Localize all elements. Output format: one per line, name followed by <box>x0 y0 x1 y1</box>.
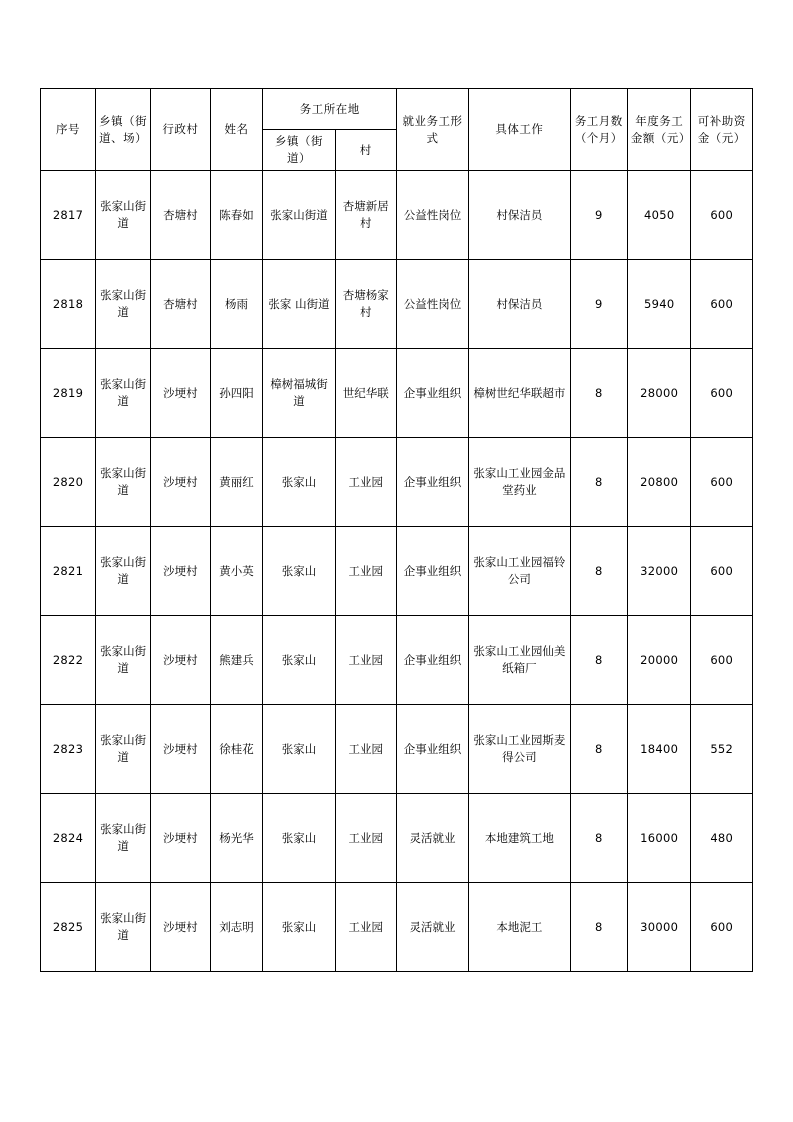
cell-employment-type: 企事业组织 <box>396 527 468 616</box>
cell-village: 沙埂村 <box>151 438 210 527</box>
cell-job-detail: 张家山工业园仙美纸箱厂 <box>469 616 571 705</box>
cell-months: 8 <box>570 794 627 883</box>
cell-subsidy: 480 <box>691 794 753 883</box>
header-seq: 序号 <box>41 89 96 171</box>
cell-job-detail: 张家山工业园斯麦得公司 <box>469 705 571 794</box>
cell-work-village: 工业园 <box>335 794 396 883</box>
header-job-detail: 具体工作 <box>469 89 571 171</box>
cell-annual-wage: 18400 <box>627 705 691 794</box>
cell-seq: 2823 <box>41 705 96 794</box>
cell-seq: 2820 <box>41 438 96 527</box>
cell-name: 杨雨 <box>210 260 263 349</box>
header-village: 行政村 <box>151 89 210 171</box>
cell-annual-wage: 32000 <box>627 527 691 616</box>
cell-work-village: 杏塘新居村 <box>335 171 396 260</box>
cell-work-village: 工业园 <box>335 438 396 527</box>
cell-work-village: 杏塘杨家村 <box>335 260 396 349</box>
cell-employment-type: 企事业组织 <box>396 705 468 794</box>
table-header <box>41 89 753 171</box>
cell-employment-type: 灵活就业 <box>396 794 468 883</box>
cell-seq: 2817 <box>41 171 96 260</box>
header-months: 务工月数（个月） <box>570 89 627 171</box>
cell-seq: 2822 <box>41 616 96 705</box>
cell-town: 张家山街道 <box>96 438 151 527</box>
cell-town: 张家山街道 <box>96 260 151 349</box>
cell-annual-wage: 30000 <box>627 883 691 972</box>
cell-months: 8 <box>570 349 627 438</box>
cell-village: 沙埂村 <box>151 527 210 616</box>
cell-months: 9 <box>570 260 627 349</box>
cell-work-village: 工业园 <box>335 616 396 705</box>
cell-village: 沙埂村 <box>151 616 210 705</box>
cell-subsidy: 600 <box>691 527 753 616</box>
cell-work-town: 张家山街道 <box>263 171 335 260</box>
header-work-town: 乡镇（街道） <box>263 130 335 171</box>
cell-village: 沙埂村 <box>151 349 210 438</box>
table-row <box>41 171 753 260</box>
header-row-primary <box>41 89 753 130</box>
cell-annual-wage: 4050 <box>627 171 691 260</box>
cell-name: 黄丽红 <box>210 438 263 527</box>
cell-employment-type: 企事业组织 <box>396 349 468 438</box>
cell-town: 张家山街道 <box>96 705 151 794</box>
cell-name: 孙四阳 <box>210 349 263 438</box>
cell-name: 熊建兵 <box>210 616 263 705</box>
header-annual-wage: 年度务工金额（元） <box>627 89 691 171</box>
cell-village: 杏塘村 <box>151 171 210 260</box>
cell-name: 陈春如 <box>210 171 263 260</box>
cell-job-detail: 本地泥工 <box>469 883 571 972</box>
cell-months: 9 <box>570 171 627 260</box>
cell-annual-wage: 28000 <box>627 349 691 438</box>
cell-work-town: 樟树福城街道 <box>263 349 335 438</box>
table-row <box>41 260 753 349</box>
cell-months: 8 <box>570 527 627 616</box>
employment-subsidy-table <box>40 88 753 972</box>
cell-seq: 2819 <box>41 349 96 438</box>
cell-annual-wage: 16000 <box>627 794 691 883</box>
cell-town: 张家山街道 <box>96 171 151 260</box>
cell-job-detail: 村保洁员 <box>469 171 571 260</box>
cell-annual-wage: 20800 <box>627 438 691 527</box>
cell-employment-type: 公益性岗位 <box>396 171 468 260</box>
table-row <box>41 705 753 794</box>
cell-job-detail: 本地建筑工地 <box>469 794 571 883</box>
cell-subsidy: 600 <box>691 438 753 527</box>
cell-subsidy: 600 <box>691 349 753 438</box>
cell-town: 张家山街道 <box>96 527 151 616</box>
cell-subsidy: 600 <box>691 260 753 349</box>
cell-annual-wage: 20000 <box>627 616 691 705</box>
header-work-place-group: 务工所在地 <box>263 89 396 130</box>
header-employment-type: 就业务工形式 <box>396 89 468 171</box>
cell-subsidy: 552 <box>691 705 753 794</box>
cell-annual-wage: 5940 <box>627 260 691 349</box>
cell-job-detail: 村保洁员 <box>469 260 571 349</box>
cell-village: 沙埂村 <box>151 705 210 794</box>
cell-seq: 2818 <box>41 260 96 349</box>
cell-work-village: 工业园 <box>335 705 396 794</box>
cell-town: 张家山街道 <box>96 883 151 972</box>
cell-work-town: 张家山 <box>263 794 335 883</box>
cell-work-village: 世纪华联 <box>335 349 396 438</box>
cell-months: 8 <box>570 883 627 972</box>
header-name: 姓名 <box>210 89 263 171</box>
cell-seq: 2824 <box>41 794 96 883</box>
cell-employment-type: 企事业组织 <box>396 438 468 527</box>
cell-employment-type: 公益性岗位 <box>396 260 468 349</box>
cell-employment-type: 灵活就业 <box>396 883 468 972</box>
cell-name: 刘志明 <box>210 883 263 972</box>
cell-town: 张家山街道 <box>96 349 151 438</box>
cell-work-town: 张家山 <box>263 616 335 705</box>
cell-town: 张家山街道 <box>96 616 151 705</box>
table-row <box>41 527 753 616</box>
cell-work-town: 张家山 <box>263 705 335 794</box>
cell-months: 8 <box>570 438 627 527</box>
table-row <box>41 349 753 438</box>
cell-job-detail: 樟树世纪华联超市 <box>469 349 571 438</box>
cell-name: 杨光华 <box>210 794 263 883</box>
header-work-village: 村 <box>335 130 396 171</box>
cell-work-village: 工业园 <box>335 527 396 616</box>
cell-work-town: 张家山 <box>263 527 335 616</box>
cell-work-village: 工业园 <box>335 883 396 972</box>
cell-employment-type: 企事业组织 <box>396 616 468 705</box>
table-row <box>41 794 753 883</box>
cell-village: 沙埂村 <box>151 794 210 883</box>
cell-village: 沙埂村 <box>151 883 210 972</box>
cell-town: 张家山街道 <box>96 794 151 883</box>
cell-work-town: 张家 山街道 <box>263 260 335 349</box>
cell-work-town: 张家山 <box>263 438 335 527</box>
table-body <box>41 171 753 972</box>
header-subsidy: 可补助资金（元） <box>691 89 753 171</box>
header-town: 乡镇（街道、场） <box>96 89 151 171</box>
cell-name: 黄小英 <box>210 527 263 616</box>
table-row <box>41 438 753 527</box>
cell-months: 8 <box>570 705 627 794</box>
cell-seq: 2825 <box>41 883 96 972</box>
table-row <box>41 616 753 705</box>
table-row <box>41 883 753 972</box>
cell-name: 徐桂花 <box>210 705 263 794</box>
cell-seq: 2821 <box>41 527 96 616</box>
cell-subsidy: 600 <box>691 171 753 260</box>
cell-job-detail: 张家山工业园金品堂药业 <box>469 438 571 527</box>
cell-months: 8 <box>570 616 627 705</box>
cell-subsidy: 600 <box>691 883 753 972</box>
cell-job-detail: 张家山工业园福铃公司 <box>469 527 571 616</box>
cell-subsidy: 600 <box>691 616 753 705</box>
cell-village: 杏塘村 <box>151 260 210 349</box>
cell-work-town: 张家山 <box>263 883 335 972</box>
